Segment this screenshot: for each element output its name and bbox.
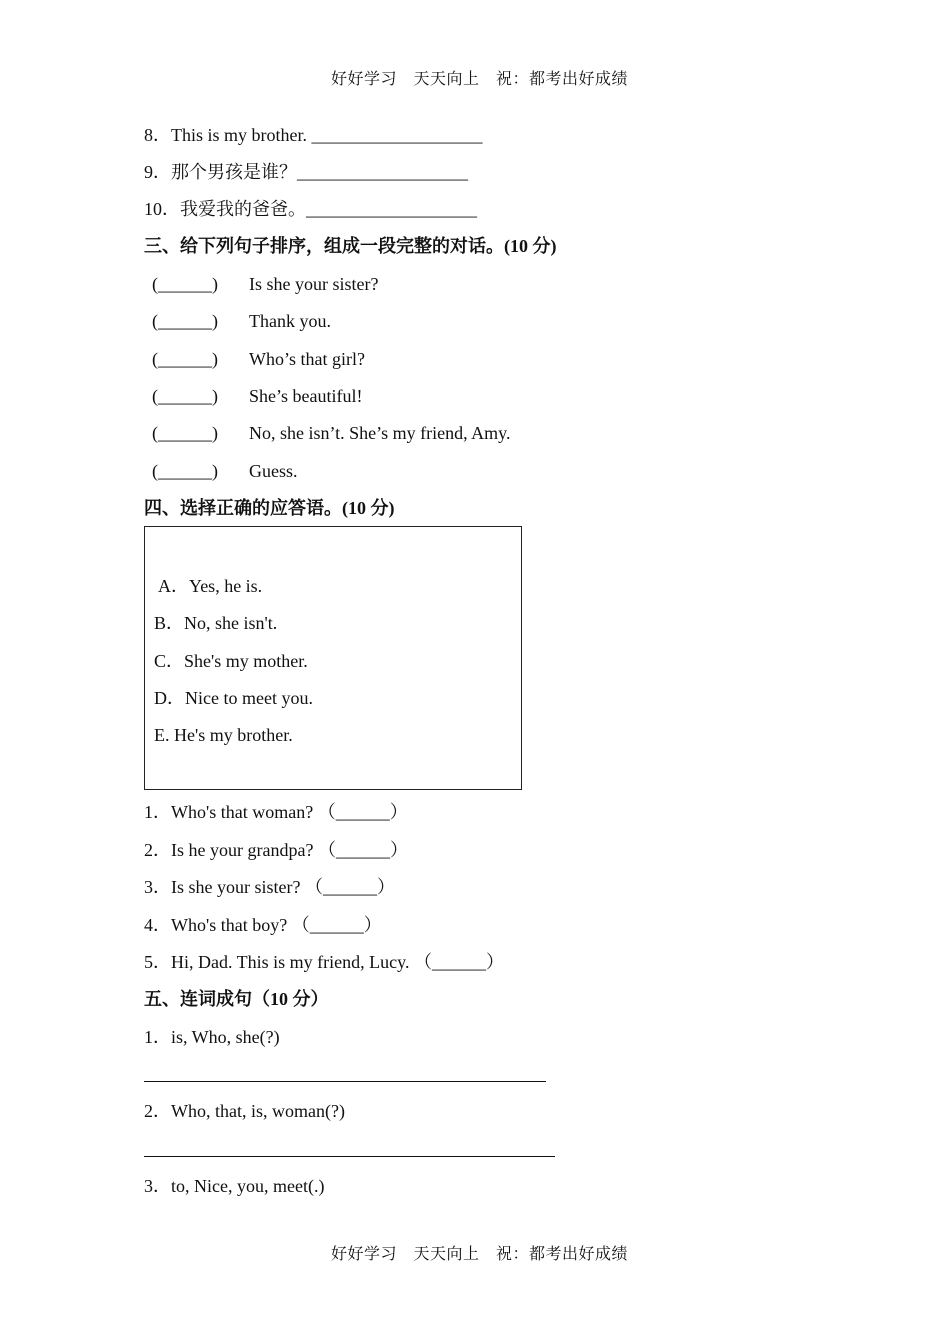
- question-item: 5．Hi, Dad. This is my friend, Lucy. （______）: [144, 952, 504, 972]
- order-sentence: Thank you.: [249, 311, 331, 331]
- section5-title: 五、连词成句（10 分）: [144, 989, 329, 1009]
- section4-title: 四、选择正确的应答语。(10 分): [144, 498, 395, 518]
- question-item: 1．Who's that woman? （______）: [144, 802, 408, 822]
- order-sentence: Who’s that girl?: [249, 349, 365, 369]
- answer-option-d: D．Nice to meet you.: [154, 688, 313, 708]
- answer-line: [144, 1156, 555, 1157]
- order-sentence: She’s beautiful!: [249, 386, 363, 406]
- word-order-item-3: 3．to, Nice, you, meet(.): [144, 1176, 325, 1196]
- answer-line: [144, 1081, 546, 1082]
- answer-option-b: B．No, she isn't.: [154, 613, 278, 633]
- word-order-item-1: 1．is, Who, she(?): [144, 1027, 280, 1047]
- section3-title: 三、给下列句子排序，组成一段完整的对话。(10 分): [144, 236, 557, 256]
- order-blank: (______): [152, 349, 218, 369]
- question-item: 4．Who's that boy? （______）: [144, 915, 382, 935]
- answer-option-e: E. He's my brother.: [154, 725, 293, 745]
- answer-option-a: A．Yes, he is.: [158, 576, 263, 596]
- translation-item-9: 9．那个男孩是谁？___________________: [144, 162, 468, 182]
- order-sentence: Guess.: [249, 461, 298, 481]
- translation-item-8: 8．This is my brother. ___________________: [144, 125, 483, 145]
- translation-item-10: 10．我爱我的爸爸。___________________: [144, 199, 477, 219]
- question-item: 3．Is she your sister? （______）: [144, 877, 395, 897]
- word-order-item-2: 2．Who, that, is, woman(?): [144, 1101, 345, 1121]
- page-footer: 好好学习 天天向上 祝：都考出好成绩: [331, 1244, 629, 1263]
- order-blank: (______): [152, 311, 218, 331]
- page-header: 好好学习 天天向上 祝：都考出好成绩: [331, 69, 629, 88]
- order-sentence: No, she isn’t. She’s my friend, Amy.: [249, 423, 511, 443]
- order-blank: (______): [152, 461, 218, 481]
- question-item: 2．Is he your grandpa? （______）: [144, 840, 408, 860]
- order-blank: (______): [152, 274, 218, 294]
- order-sentence: Is she your sister?: [249, 274, 379, 294]
- order-blank: (______): [152, 423, 218, 443]
- answer-option-c: C．She's my mother.: [154, 651, 308, 671]
- order-blank: (______): [152, 386, 218, 406]
